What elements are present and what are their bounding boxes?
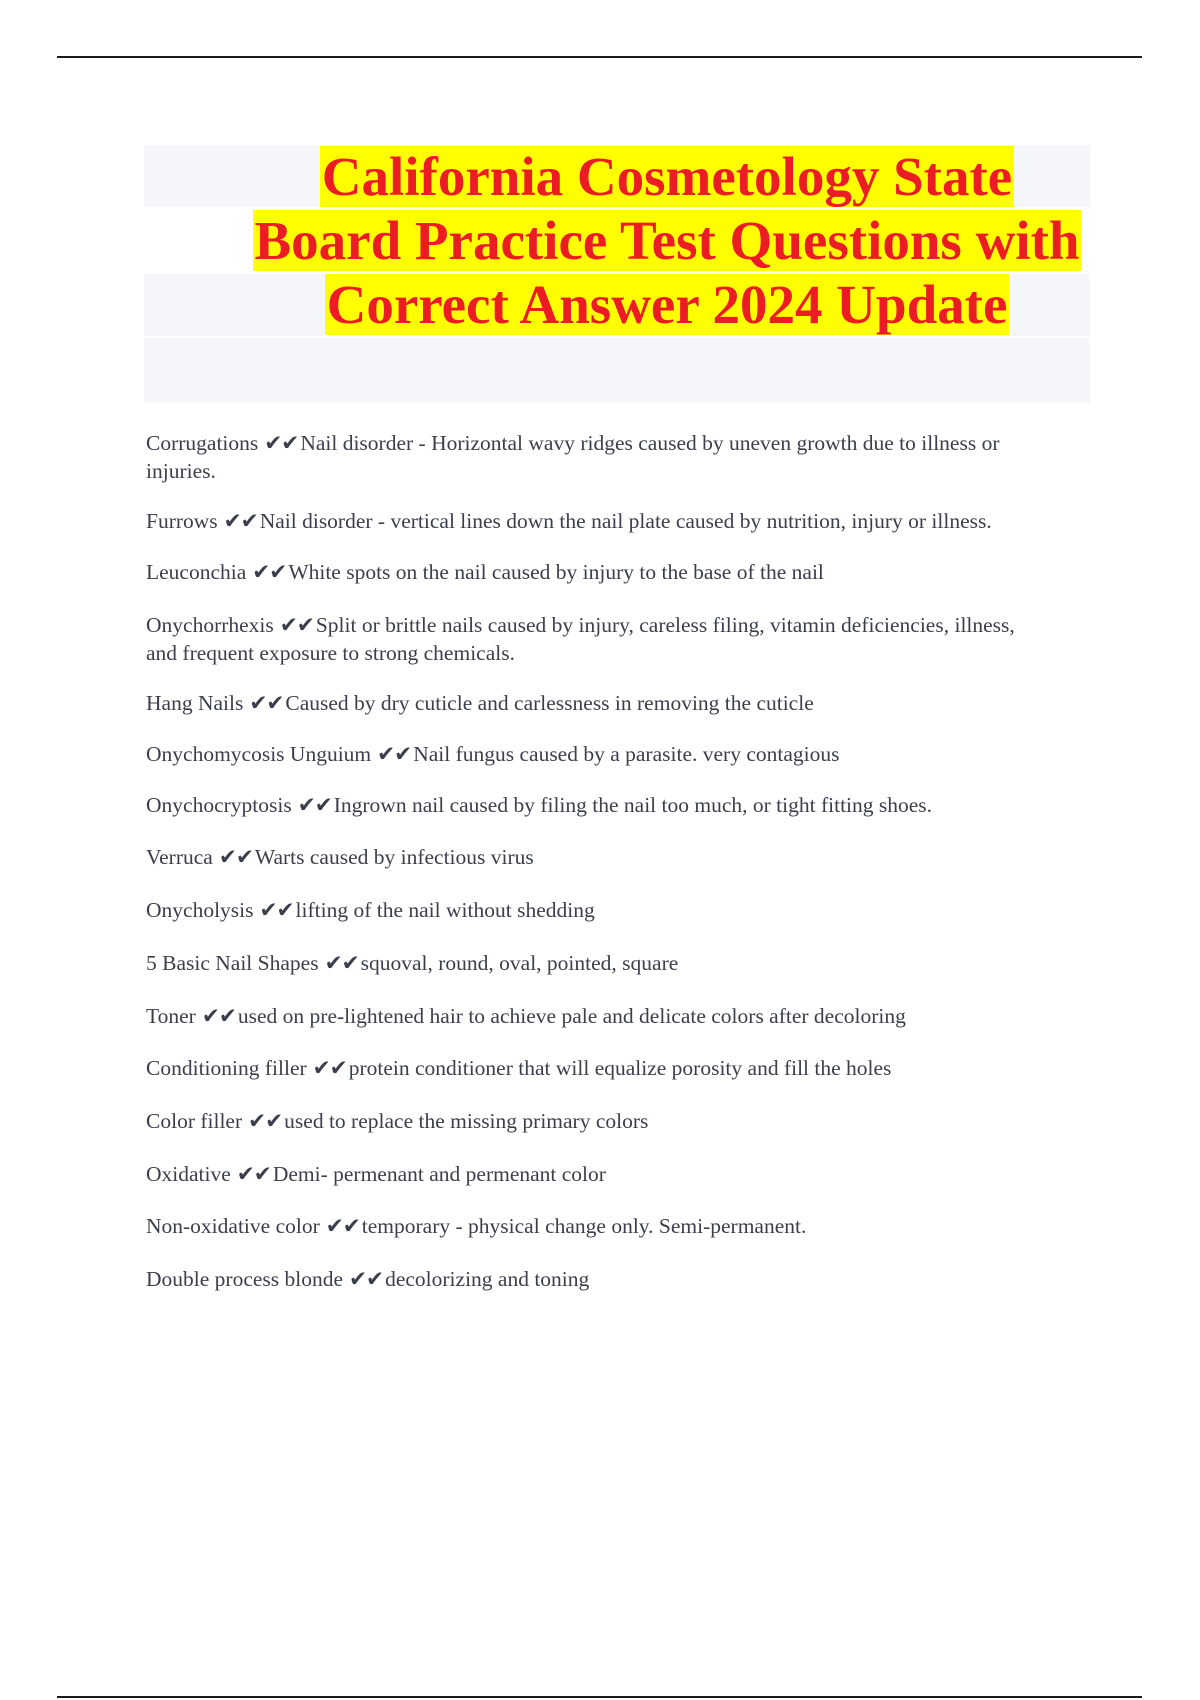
qa-entry xyxy=(146,611,1046,667)
qa-entry xyxy=(146,896,1046,924)
qa-term: Color filler xyxy=(146,1109,243,1133)
qa-term: Onychocryptosis xyxy=(146,793,292,817)
qa-term: Hang Nails xyxy=(146,691,244,715)
qa-definition: squoval, round, oval, pointed, square xyxy=(360,951,679,975)
qa-entry xyxy=(146,1107,1046,1135)
qa-list xyxy=(146,429,1046,1293)
double-check-icon: ✔✔ xyxy=(201,1004,236,1028)
document-title-text: California Cosmetology State Board Practice Test Questions with Correct Answer 2024 Update xyxy=(254,146,1080,335)
double-check-icon: ✔✔ xyxy=(236,1162,271,1186)
qa-entry xyxy=(146,740,1046,768)
double-check-icon: ✔✔ xyxy=(264,431,299,455)
double-check-icon: ✔✔ xyxy=(249,691,284,715)
qa-entry xyxy=(146,1265,1046,1293)
qa-term: Onycholysis xyxy=(146,898,254,922)
qa-term: Onychorrhexis xyxy=(146,613,274,637)
double-check-icon: ✔✔ xyxy=(279,613,314,637)
qa-definition: Warts caused by infectious virus xyxy=(254,845,534,869)
qa-term: Onychomycosis Unguium xyxy=(146,742,372,766)
qa-term: Verruca xyxy=(146,845,213,869)
qa-term: Corrugations xyxy=(146,431,259,455)
qa-term: Conditioning filler xyxy=(146,1056,307,1080)
qa-entry xyxy=(146,558,1046,586)
qa-definition: used to replace the missing primary colors xyxy=(284,1109,649,1133)
qa-entry xyxy=(146,1212,1046,1240)
qa-entry xyxy=(146,429,1046,485)
qa-definition: Caused by dry cuticle and carlessness in removing the cuticle xyxy=(285,691,814,715)
double-check-icon: ✔✔ xyxy=(259,898,294,922)
double-check-icon: ✔✔ xyxy=(312,1056,347,1080)
qa-definition: Split or brittle nails caused by injury, careless filing, vitamin deficiencies, illness, and frequent exposure to strong chemicals. xyxy=(146,613,1015,665)
double-check-icon: ✔✔ xyxy=(297,793,332,817)
qa-entry xyxy=(146,843,1046,871)
qa-entry xyxy=(146,1002,1046,1030)
double-check-icon: ✔✔ xyxy=(325,1214,360,1238)
qa-definition: White spots on the nail caused by injury to the base of the nail xyxy=(288,560,824,584)
qa-term: Oxidative xyxy=(146,1162,231,1186)
qa-definition: Demi- permenant and permenant color xyxy=(272,1162,606,1186)
title-block xyxy=(144,145,1090,337)
qa-definition: Nail disorder - vertical lines down the nail plate caused by nutrition, injury or illness. xyxy=(259,509,992,533)
double-check-icon: ✔✔ xyxy=(223,509,258,533)
double-check-icon: ✔✔ xyxy=(377,742,412,766)
qa-definition: protein conditioner that will equalize porosity and fill the holes xyxy=(348,1056,892,1080)
double-check-icon: ✔✔ xyxy=(218,845,253,869)
qa-term: Non-oxidative color xyxy=(146,1214,320,1238)
bottom-rule xyxy=(57,1696,1142,1698)
double-check-icon: ✔✔ xyxy=(252,560,287,584)
qa-entry xyxy=(146,791,1046,819)
qa-definition: Nail fungus caused by a parasite. very contagious xyxy=(413,742,840,766)
qa-entry xyxy=(146,689,1046,717)
top-rule xyxy=(57,56,1142,58)
qa-term: Leuconchia xyxy=(146,560,247,584)
qa-term: Furrows xyxy=(146,509,218,533)
qa-entry xyxy=(146,1054,1046,1082)
qa-term: 5 Basic Nail Shapes xyxy=(146,951,319,975)
title-stripe xyxy=(144,338,1090,403)
double-check-icon: ✔✔ xyxy=(324,951,359,975)
double-check-icon: ✔✔ xyxy=(248,1109,283,1133)
qa-entry xyxy=(146,507,1046,535)
qa-definition: Nail disorder - Horizontal wavy ridges caused by uneven growth due to illness or injuries. xyxy=(146,431,1000,483)
qa-entry xyxy=(146,949,1046,977)
qa-definition: temporary - physical change only. Semi-permanent. xyxy=(361,1214,807,1238)
qa-definition: Ingrown nail caused by filing the nail too much, or tight fitting shoes. xyxy=(333,793,933,817)
qa-definition: used on pre-lightened hair to achieve pale and delicate colors after decoloring xyxy=(237,1004,906,1028)
qa-definition: decolorizing and toning xyxy=(385,1267,590,1291)
qa-term: Double process blonde xyxy=(146,1267,344,1291)
qa-definition: lifting of the nail without shedding xyxy=(295,898,595,922)
qa-entry xyxy=(146,1160,1046,1188)
qa-term: Toner xyxy=(146,1004,196,1028)
document-title xyxy=(144,145,1090,337)
double-check-icon: ✔✔ xyxy=(349,1267,384,1291)
